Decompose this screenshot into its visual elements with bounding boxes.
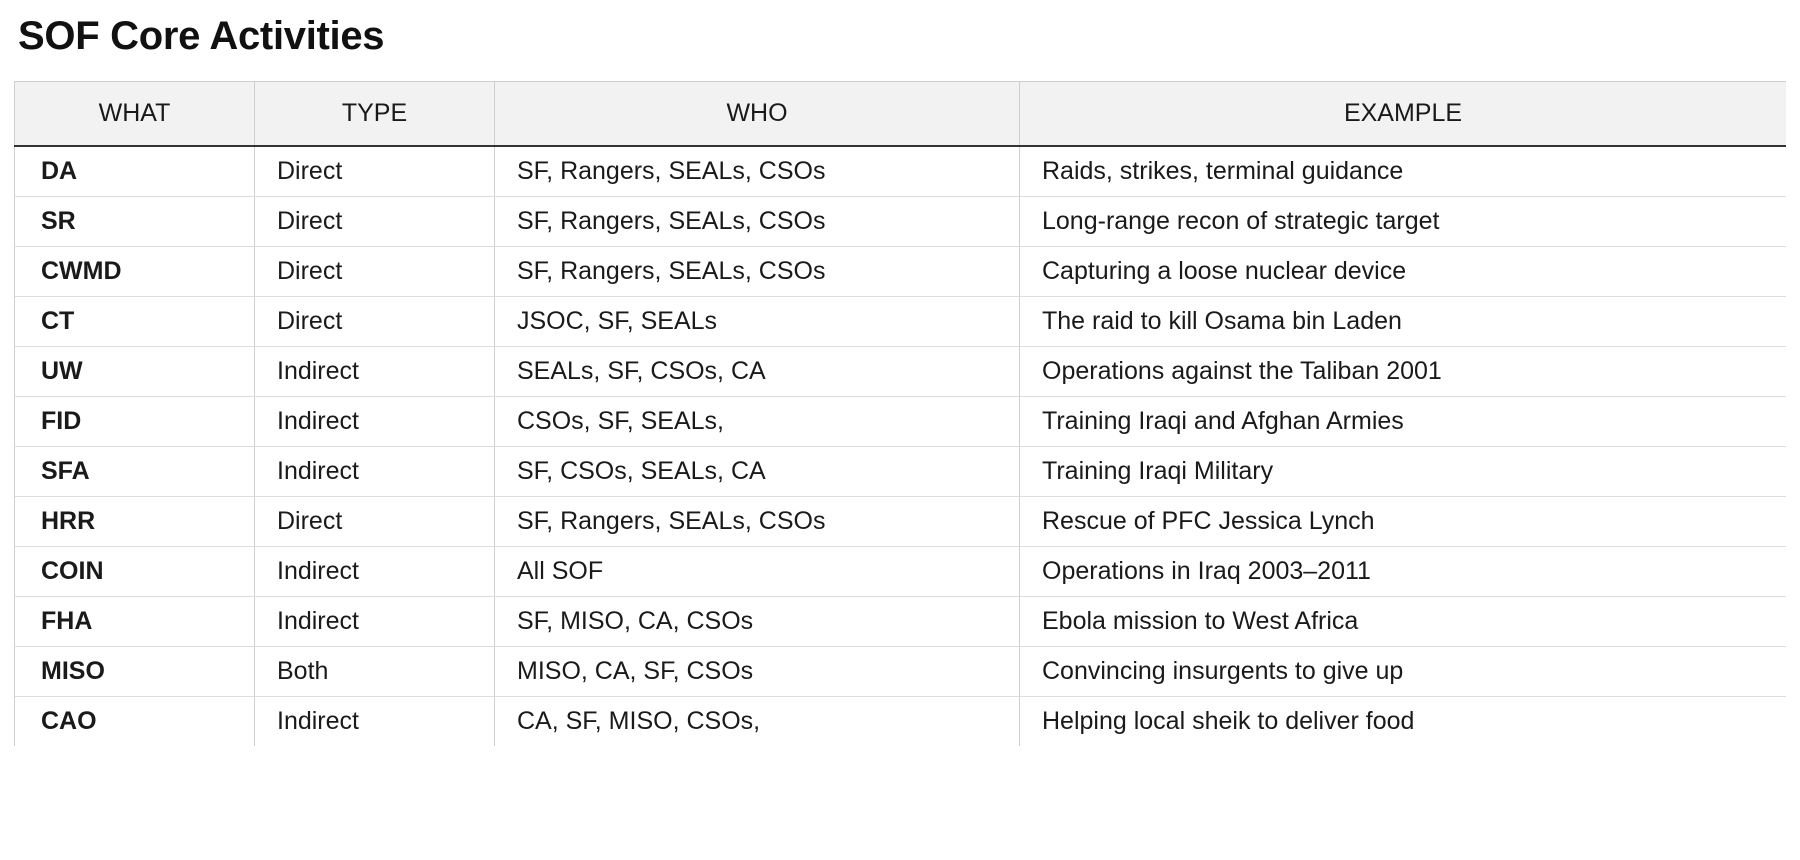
- column-header-what: WHAT: [15, 82, 255, 147]
- cell-who: SF, Rangers, SEALs, CSOs: [495, 497, 1020, 547]
- cell-example: Ebola mission to West Africa: [1020, 597, 1787, 647]
- cell-what: FHA: [15, 597, 255, 647]
- sof-core-activities-table: [14, 81, 1786, 746]
- table-row: [15, 397, 1787, 447]
- cell-example: Operations in Iraq 2003–2011: [1020, 547, 1787, 597]
- cell-type: Indirect: [255, 597, 495, 647]
- cell-type: Direct: [255, 197, 495, 247]
- cell-example: Training Iraqi and Afghan Armies: [1020, 397, 1787, 447]
- table-row: [15, 647, 1787, 697]
- table-row: [15, 247, 1787, 297]
- cell-type: Indirect: [255, 397, 495, 447]
- cell-type: Direct: [255, 146, 495, 197]
- cell-example: Rescue of PFC Jessica Lynch: [1020, 497, 1787, 547]
- table-header: [15, 82, 1787, 147]
- table-row: [15, 347, 1787, 397]
- cell-type: Direct: [255, 247, 495, 297]
- table-body: [15, 146, 1787, 746]
- cell-who: SEALs, SF, CSOs, CA: [495, 347, 1020, 397]
- cell-example: Training Iraqi Military: [1020, 447, 1787, 497]
- table-row: [15, 146, 1787, 197]
- cell-who: JSOC, SF, SEALs: [495, 297, 1020, 347]
- cell-type: Direct: [255, 497, 495, 547]
- cell-what: DA: [15, 146, 255, 197]
- table-row: [15, 197, 1787, 247]
- cell-type: Indirect: [255, 447, 495, 497]
- cell-who: SF, Rangers, SEALs, CSOs: [495, 197, 1020, 247]
- column-header-who: WHO: [495, 82, 1020, 147]
- page-title: SOF Core Activities: [18, 14, 385, 58]
- cell-type: Direct: [255, 297, 495, 347]
- cell-who: SF, Rangers, SEALs, CSOs: [495, 146, 1020, 197]
- column-header-type: TYPE: [255, 82, 495, 147]
- cell-who: CSOs, SF, SEALs,: [495, 397, 1020, 447]
- cell-example: The raid to kill Osama bin Laden: [1020, 297, 1787, 347]
- cell-example: Long-range recon of strategic target: [1020, 197, 1787, 247]
- table-row: [15, 447, 1787, 497]
- cell-what: CWMD: [15, 247, 255, 297]
- table-row: [15, 497, 1787, 547]
- cell-example: Capturing a loose nuclear device: [1020, 247, 1787, 297]
- cell-who: SF, MISO, CA, CSOs: [495, 597, 1020, 647]
- table-row: [15, 297, 1787, 347]
- cell-what: COIN: [15, 547, 255, 597]
- cell-who: All SOF: [495, 547, 1020, 597]
- cell-who: MISO, CA, SF, CSOs: [495, 647, 1020, 697]
- cell-what: CAO: [15, 697, 255, 747]
- table-row: [15, 697, 1787, 747]
- cell-example: Raids, strikes, terminal guidance: [1020, 146, 1787, 197]
- cell-example: Operations against the Taliban 2001: [1020, 347, 1787, 397]
- cell-type: Indirect: [255, 547, 495, 597]
- cell-what: MISO: [15, 647, 255, 697]
- cell-type: Indirect: [255, 347, 495, 397]
- cell-what: CT: [15, 297, 255, 347]
- cell-what: SFA: [15, 447, 255, 497]
- cell-what: SR: [15, 197, 255, 247]
- column-header-example: EXAMPLE: [1020, 82, 1787, 147]
- cell-what: UW: [15, 347, 255, 397]
- cell-what: FID: [15, 397, 255, 447]
- cell-type: Indirect: [255, 697, 495, 747]
- cell-example: Convincing insurgents to give up: [1020, 647, 1787, 697]
- cell-example: Helping local sheik to deliver food: [1042, 707, 1415, 735]
- cell-type: Both: [255, 647, 495, 697]
- cell-who: SF, CSOs, SEALs, CA: [495, 447, 1020, 497]
- table-header-row: [15, 82, 1787, 147]
- cell-what: HRR: [15, 497, 255, 547]
- cell-who: CA, SF, MISO, CSOs,: [495, 697, 1020, 747]
- table-row: [15, 597, 1787, 647]
- table-row: [15, 547, 1787, 597]
- cell-who: SF, Rangers, SEALs, CSOs: [495, 247, 1020, 297]
